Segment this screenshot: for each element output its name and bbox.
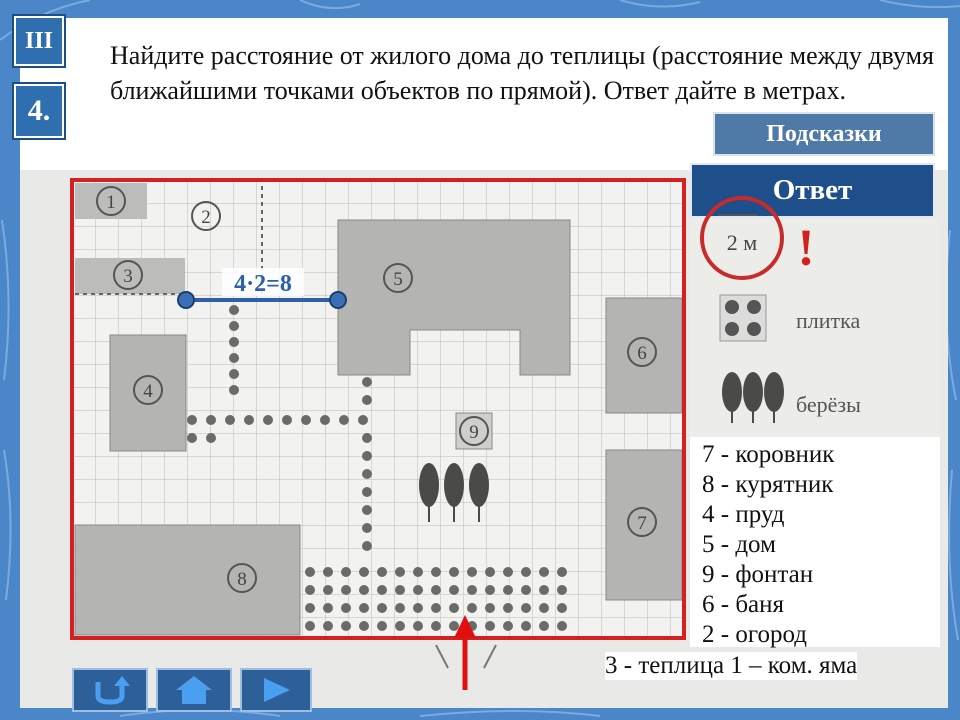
legend-item: 7 - коровник xyxy=(702,441,835,468)
map-label-7: 7 xyxy=(637,513,647,534)
map-label-9: 9 xyxy=(469,422,479,443)
legend-item: 8 - курятник xyxy=(702,471,834,498)
level-badge: III xyxy=(14,16,64,66)
back-button[interactable] xyxy=(72,668,148,712)
legend-list xyxy=(702,440,834,650)
hints-button[interactable]: Подсказки xyxy=(713,112,935,156)
next-icon xyxy=(242,670,310,710)
legend-item: 5 - дом xyxy=(702,531,776,558)
back-icon xyxy=(74,670,146,710)
map-label-2: 2 xyxy=(201,207,211,228)
segment-start-point xyxy=(178,292,194,308)
map-label-4: 4 xyxy=(143,381,153,402)
map-label-1: 1 xyxy=(106,192,116,213)
home-icon xyxy=(158,670,230,710)
map-label-6: 6 xyxy=(637,343,647,364)
legend-item-last: 3 - теплица 1 – ком. яма xyxy=(605,652,858,679)
task-text: Найдите расстояние от жилого дома до теплицы (расстояние между двумя ближайшими точками объектов по прямой). Ответ дайте в метрах. xyxy=(110,41,935,105)
birch-key-label: берёзы xyxy=(796,392,861,417)
segment-end-point xyxy=(330,292,346,308)
tile-key-icon xyxy=(720,295,766,341)
scale-bar xyxy=(718,214,758,216)
object-8-chicken-coop xyxy=(75,525,300,635)
birch-trees xyxy=(419,463,489,522)
distance-annotation: 4·2=8 xyxy=(234,271,292,297)
legend-item: 6 - баня xyxy=(702,591,785,618)
tile-key-label: плитка xyxy=(796,308,861,333)
legend-item: 4 - пруд xyxy=(702,501,785,528)
task-number-badge: 4. xyxy=(14,84,64,138)
map-label-3: 3 xyxy=(123,266,133,287)
answer-button[interactable]: Ответ xyxy=(690,163,935,218)
map-label-8: 8 xyxy=(237,569,247,590)
legend-item: 9 - фонтан xyxy=(702,561,814,588)
map-label-5: 5 xyxy=(393,269,403,290)
home-button[interactable] xyxy=(156,668,232,712)
scale-label: 2 м xyxy=(726,230,758,255)
legend-item: 2 - огород xyxy=(702,621,807,648)
exclamation-icon: ! xyxy=(797,220,815,277)
next-button[interactable] xyxy=(240,668,312,712)
birch-key-icon xyxy=(722,372,784,423)
